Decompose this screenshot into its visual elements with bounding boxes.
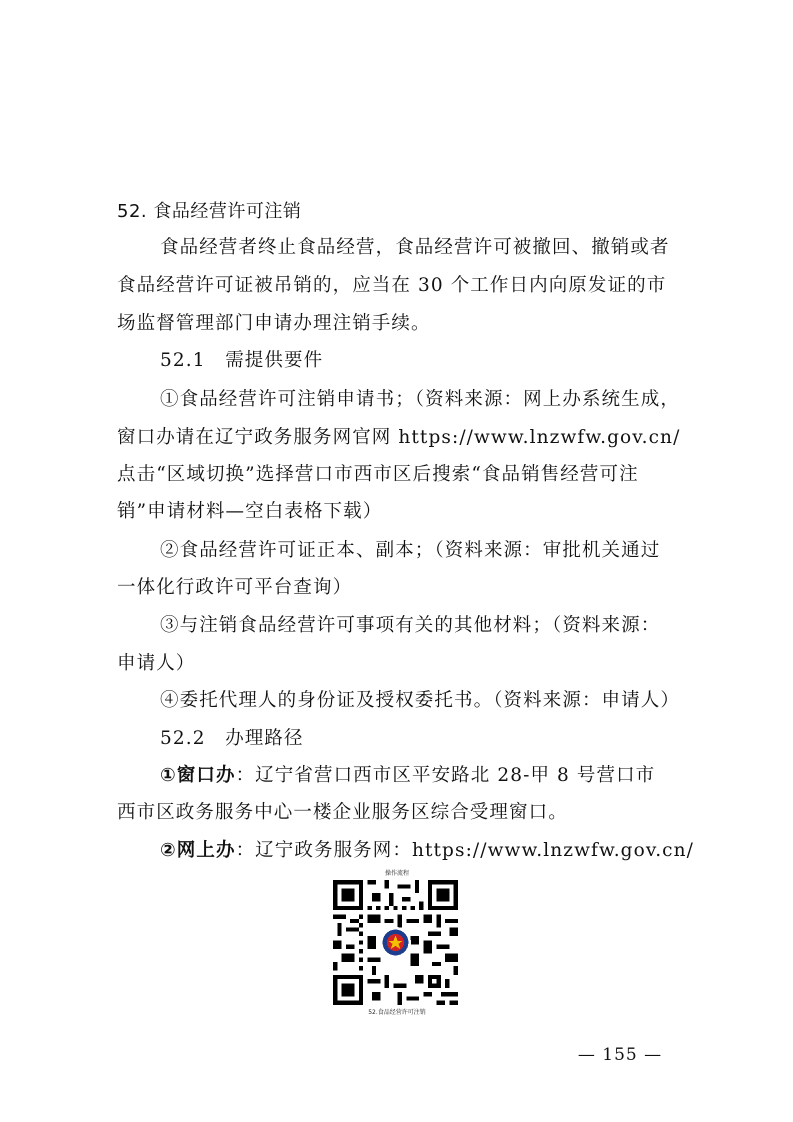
subsection-title-requirements: 52.1 需提供要件: [160, 350, 324, 371]
intro-line-1: 食品经营者终止食品经营，食品经营许可被撤回、撤销或者: [160, 237, 670, 258]
path-window-text: ：辽宁省营口西市区平安路北 28-甲 8 号营口市: [235, 765, 656, 786]
path-online-line: [160, 839, 694, 863]
item-2-line-1: ②食品经营许可证正本、副本；（资料来源：审批机关通过: [160, 540, 661, 561]
path-window-line-2: 西市区政务服务中心一楼企业服务区综合受理窗口。: [117, 802, 568, 823]
path-online-text: ：辽宁政务服务网：https://www.lnzwfw.gov.cn/: [235, 840, 694, 861]
path-window-label: ①窗口办: [160, 765, 236, 786]
item-3-line-1: ③与注销食品经营许可事项有关的其他材料；（资料来源：: [160, 615, 661, 636]
path-online-label: ②网上办: [160, 840, 236, 861]
item-1-line-3: 点击“区域切换”选择营口市西市区后搜索“食品销售经营可注: [117, 464, 639, 485]
subsection-title-path: 52.2 办理路径: [160, 728, 304, 749]
intro-line-3: 场监督管理部门申请办理注销手续。: [117, 313, 431, 334]
qr-caption-bottom: 52.食品经营许可注销: [368, 1009, 426, 1016]
item-1-line-2: 窗口办请在辽宁政务服务网官网 https://www.lnzwfw.gov.cn/: [117, 427, 681, 448]
item-3-line-2: 申请人）: [117, 653, 196, 674]
item-1-line-1: ①食品经营许可注销申请书；（资料来源：网上办系统生成，: [160, 389, 680, 410]
path-window-line-1: [160, 764, 680, 788]
item-1-line-4: 销”申请材料—空白表格下载）: [117, 501, 383, 522]
qr-code-block: [330, 868, 464, 1018]
qr-code-icon[interactable]: [333, 880, 458, 1005]
section-title: 52. 食品经营许可注销: [117, 201, 302, 222]
item-4-line-1: ④委托代理人的身份证及授权委托书。（资料来源：申请人）: [160, 690, 680, 711]
intro-line-2: 食品经营许可证被吊销的，应当在 30 个工作日内向原发证的市: [117, 275, 667, 296]
item-2-line-2: 一体化行政许可平台查询）: [117, 577, 353, 598]
page-number: — 155 —: [577, 1045, 663, 1065]
qr-caption-top: 操作流程: [384, 870, 409, 877]
